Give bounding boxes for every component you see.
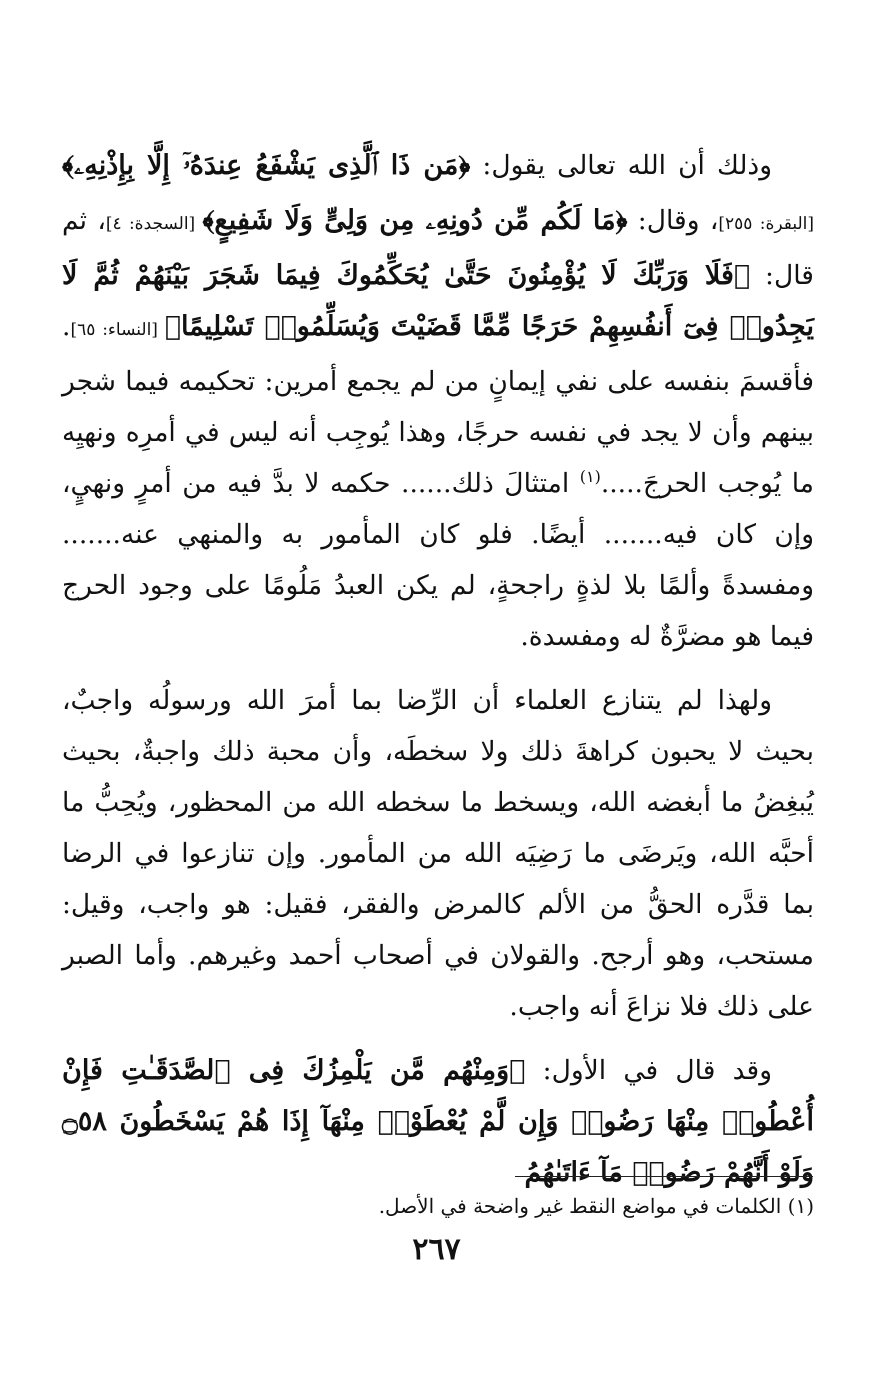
verse-reference: [النساء: ٦٥]: [70, 320, 165, 340]
text-run: . فأقسمَ بنفسه على نفي إيمانٍ من لم يجمع أمرين: تحكيمه فيما شجر بينهم وأن لا يجد في نفسه حرجًا، وهذا يُوجِب أنه ليس في أمرِه ونهيِه ما يُوجب الحرجَ.....: [62, 311, 814, 499]
text-run: امتثالَ ذلك...... حكمه لا بدَّ فيه من أمرٍ ونهيٍ، وإن كان فيه....... أيضًا. فلو كان المأمور به والمنهي عنه....... ومفسدةً وألمًا بلا لذةٍ راجحةٍ، لم يكن العبدُ مَلُومًا على وجود الحرج فيما هو مضرَّةٌ له ومفسدة.: [62, 468, 814, 652]
quran-verse: ﴿مَن ذَا ٱلَّذِى يَشْفَعُ عِندَهُۥٓ إِلَّا بِإِذْنِهِۦ﴾: [62, 150, 471, 181]
footnote-separator: [515, 1176, 813, 1177]
text-run: وذلك أن الله تعالى يقول:: [470, 150, 772, 181]
text-run: ، ثم قال:: [62, 205, 814, 291]
quran-verse: ﴿مَا لَكُم مِّن دُونِهِۦ مِن وَلِىٍّ وَلَا شَفِيعٍ﴾: [202, 205, 628, 236]
text-run: ، وقال:: [627, 205, 719, 236]
text-run: ولهذا لم يتنازع العلماء أن الرِّضا بما أمرَ الله ورسولُه واجبٌ، بحيث لا يحبون كراهةَ ذلك ولا سخطَه، وأن محبة ذلك واجبةٌ، بحيث يُبغِضُ ما أبغضه الله، ويسخط ما سخطه الله من المحظور، ويُحِبُّ ما أحبَّه الله، ويَرضَى ما رَضِيَه الله من المأمور. وإن تنازعوا في الرضا بما قدَّره الحقُّ من الألم كالمرض والفقر، فقيل: هو واجب، وقيل: مستحب، وهو أرجح. والقولان في أصحاب أحمد وغيرهم. وأما الصبر على ذلك فلا نزاعَ أنه واجب.: [62, 685, 814, 1022]
verse-reference: [البقرة: ٢٥٥]: [718, 214, 814, 234]
quran-verse: ﴿وَمِنْهُم مَّن يَلْمِزُكَ فِى ٱلصَّدَقَـٰتِ فَإِنْ أُعْطُوا۟ مِنْهَا رَضُوا۟ وَإِن لَّمْ يُعْطَوْا۟ مِنْهَآ إِذَا هُمْ يَسْخَطُونَ ۝٥٨ وَلَوْ أَنَّهُمْ رَضُوا۟ مَآ ءَاتَىٰهُمُ: [62, 1055, 814, 1188]
footnote-marker: (١): [579, 467, 601, 487]
verse-reference: [السجدة: ٤]: [105, 214, 203, 234]
quran-verse: ﴿فَلَا وَرَبِّكَ لَا يُؤْمِنُونَ حَتَّىٰ يُحَكِّمُوكَ فِيمَا شَجَرَ بَيْنَهُمْ ثُمَّ لَا يَجِدُوا۟ فِىٓ أَنفُسِهِمْ حَرَجًا مِّمَّا قَضَيْتَ وَيُسَلِّمُوا۟ تَسْلِيمًا﴾: [62, 260, 814, 342]
body-text: [62, 140, 814, 1211]
footnote: (١) الكلمات في مواضع النقط غير واضحة في الأصل.: [378, 1194, 814, 1218]
page-number: ٢٦٧: [412, 1232, 461, 1267]
text-run: وقد قال في الأول:: [525, 1055, 772, 1086]
paragraph: [62, 140, 814, 662]
paragraph: [62, 675, 814, 1032]
